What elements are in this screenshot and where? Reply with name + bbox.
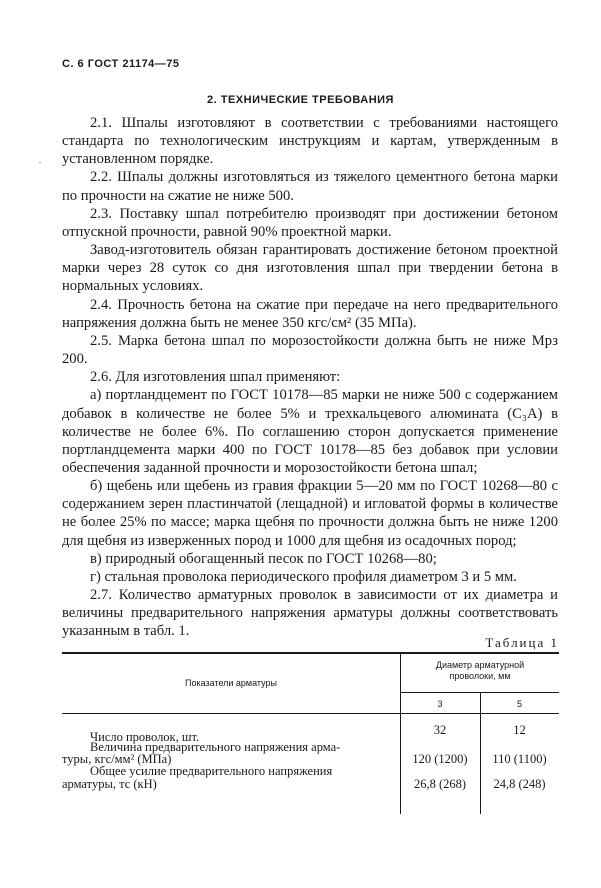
section-title: 2. ТЕХНИЧЕСКИЕ ТРЕБОВАНИЯ <box>207 94 394 106</box>
paragraph-2-7: 2.7. Количество арматурных проволок в зависимости от их диаметра и величины предварительного напряжения арматуры должны соответствовать указанным в табл. 1. <box>62 587 558 640</box>
row-force-label-1: Общее усилие предварительного напряжения <box>90 764 333 778</box>
row-wire-count-d5: 12 <box>513 723 526 737</box>
table-header-diameter: Диаметр арматурной проволоки, мм <box>435 660 525 681</box>
paragraph-2-6-a: а) портландцемент по ГОСТ 10178—85 марки не ниже 500 с содержанием добавок в количестве не более 5% и трехкальцевого алюмината (C₃A) в количестве не более 6%. По соглашению сторон допускается применение портландцемента марки 400 по ГОСТ 10178—85 без добавок при условии обеспечения заданной прочности и морозостойкости бетона шпал; <box>62 387 558 476</box>
row-prestress-label-1: Величина предварительного напряжения арма- <box>90 740 341 754</box>
row-prestress-label-2: туры, кгс/мм² (МПа) <box>62 752 172 766</box>
table-subheader-5: 5 <box>516 699 522 709</box>
table-header-rule <box>62 713 559 714</box>
paragraph-2-1: 2.1. Шпалы изготовляют в соответствии с требованиями настоящего стандарта по технологическим инструкциям и картам, утвержденным в установленном порядке. <box>62 115 558 168</box>
paragraph-2-5: 2.5. Марка бетона шпал по морозостойкости должна быть не ниже Мрз 200. <box>62 332 558 368</box>
document-body <box>62 114 558 641</box>
row-wire-count-d3: 32 <box>433 723 447 737</box>
paragraph-2-3: 2.3. Поставку шпал потребителю производят при достижении бетоном отпускной прочности, равной 90% проектной марки. <box>62 205 558 240</box>
paragraph-2-2: 2.2. Шпалы должны изготовляться из тяжелого цементного бетона марки по прочности на сжатие не ниже 500. <box>62 169 558 204</box>
paragraph-2-6-b: б) щебень или щебень из гравия фракции 5—20 мм по ГОСТ 10268—80 с содержанием зерен пластинчатой (лещадной) и игловатой формы в количестве не более 25% по массе; марка щебня по прочности должна быть не ниже 1200 для щебня из изверженных пород и 1000 для щебня из осадочных пород; <box>62 478 558 549</box>
table-subheader-rule <box>400 692 559 693</box>
row-force-label-2: арматуры, тс (кН) <box>62 777 157 791</box>
page-header: С. 6 ГОСТ 21174—75 <box>62 58 180 70</box>
table-subheader-3: 3 <box>437 699 443 709</box>
margin-mark: ˌ <box>38 150 42 164</box>
paragraph-2-6-g: г) стальная проволока периодического профиля диаметром 3 и 5 мм. <box>90 568 517 585</box>
table-caption: Таблица 1 <box>485 635 559 650</box>
paragraph-2-6-v: в) природный обогащенный песок по ГОСТ 10268—80; <box>90 550 437 567</box>
row-force-d3: 26,8 (268) <box>413 777 467 791</box>
row-force-d5: 24,8 (248) <box>493 777 546 791</box>
row-prestress-d5: 110 (1100) <box>492 752 547 766</box>
paragraph-guarantee: Завод-изготовитель обязан гарантировать достижение бетоном проектной марки через 28 суток со дня изготовления шпал при твердении бетона в нормальных условиях. <box>62 242 558 295</box>
paragraph-2-6: 2.6. Для изготовления шпал применяют: <box>90 369 341 386</box>
row-wire-count-label: Число проволок, шт. <box>90 730 200 744</box>
table-header-indicator: Показатели арматуры <box>184 678 278 688</box>
table-top-rule <box>62 652 559 654</box>
row-prestress-d3: 120 (1200) <box>412 752 468 766</box>
paragraph-2-4: 2.4. Прочность бетона на сжатие при передаче на него предварительного напряжения должна быть не менее 350 кгс/см² (35 МПа). <box>62 296 558 331</box>
